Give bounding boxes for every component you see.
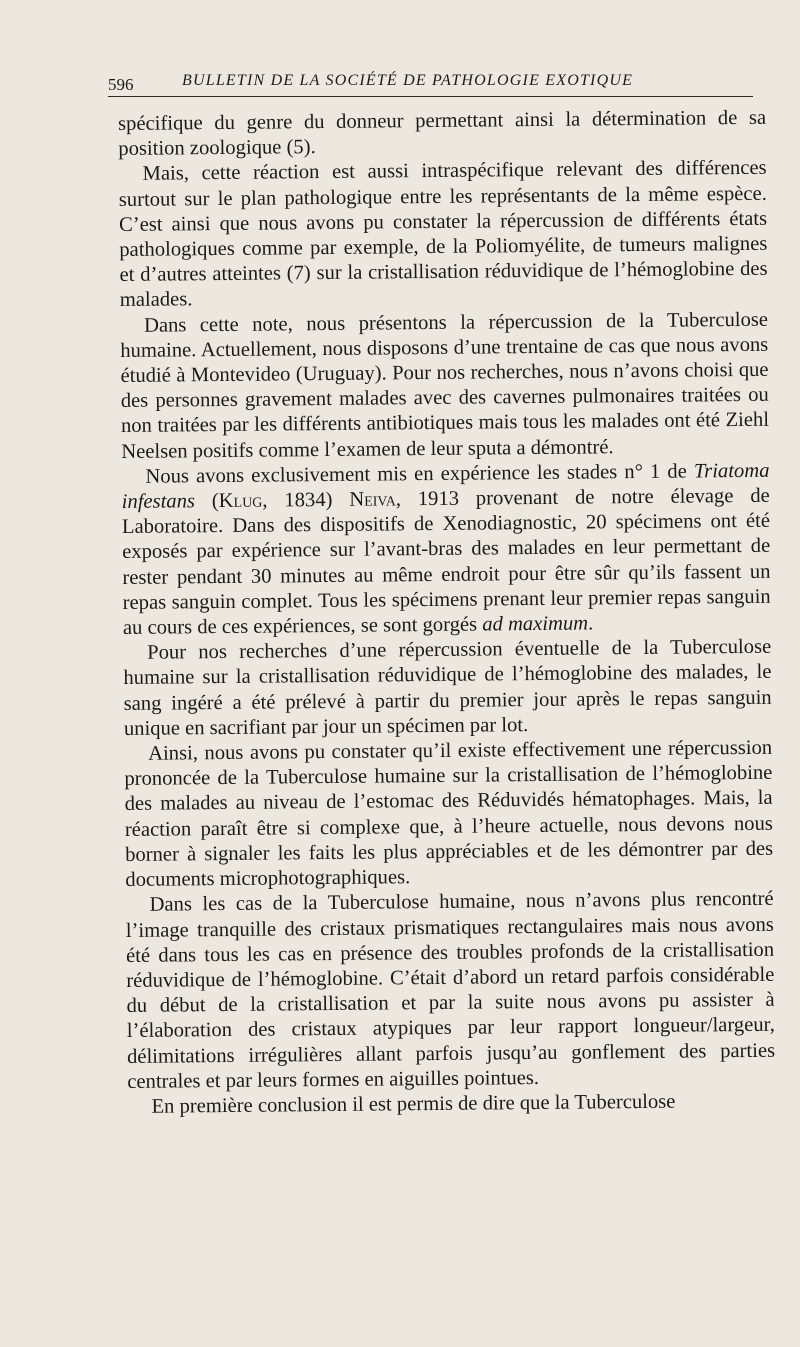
paragraph-3: Dans cette note, nous présentons la répercussion de la Tuberculose humaine. Actuellement, nous disposons d’une trentaine de cas que nous avons étudié à Montevideo (Uruguay). Pour nos recherches, nous n’avons choisi que des personnes gravement malades avec des cavernes pulmonaires traitées ou non traitées par les différents antibiotiques mais tous les malades ont été Ziehl Neelsen positifs comme l’examen de leur sputa a démontré. — [120, 308, 770, 463]
paragraph-1: spécifique du genre du donneur permettant ainsi la détermination de sa position zoologique (5). — [118, 106, 767, 161]
running-header — [108, 70, 753, 97]
paragraph-4 — [121, 459, 771, 642]
species-name: Triatoma infestans — [121, 459, 770, 514]
paragraph-6: Ainsi, nous avons pu constater qu’il existe effectivement une répercussion prononcée de la Tuberculose humaine sur la cristallisation de l’hémoglobine des malades au niveau de l’estomac des Réduvidés hématophages. Mais, la réaction paraît être si complexe que, à l’heure actuelle, nous devons nous borner à signaler les faits les plus appréciables et de les démontrer par des documents microphotographiques. — [124, 736, 774, 892]
latin-phrase: ad maximum — [482, 612, 589, 636]
paragraph-4-text-d: , 1913 provenant de notre élevage de Laboratoire. Dans des dispositifs de Xenodiagnostic, 20 spécimens ont été exposés par expérience sur l’avant-bras des malades en leur permettant de rester pendant 30 minutes au même endroit pour être sûr qu’ils fassent un repas sanguin complet. Tous les spécimens prenant leur premier repas sanguin au cours de ces expériences, se sont gorgés — [121, 484, 771, 640]
paragraph-4-text-e: . — [587, 612, 594, 635]
journal-title: BULLETIN DE LA SOCIÉTÉ DE PATHOLOGIE EXOTIQUE — [182, 72, 634, 89]
paragraph-4-text-a: Nous avons exclusivement mis en expérience les stades n° 1 de — [145, 460, 687, 488]
article-body — [118, 106, 776, 1120]
paragraph-7: Dans les cas de la Tuberculose humaine, nous n’avons plus rencontré l’image tranquille des cristaux prismatiques rectangulaires mais nous avons été dans tous les cas en présence des troubles profonds de la cristallisation réduvidique de l’hémoglobine. C’était d’abord un retard parfois considérable du début de la cristallisation et par la suite nous avons pu assister à l’élaboration des cristaux atypiques par leur rapport longueur/largeur, délimitations irrégulières allant parfois jusqu’au gonflement des parties centrales et par leurs formes en aiguilles pointues. — [125, 888, 776, 1093]
paragraph-8: En première conclusion il est permis de dire que la Tuberculose — [151, 1090, 676, 1118]
paragraph-5: Pour nos recherches d’une répercussion éventuelle de la Tuberculose humaine sur la cristallisation réduvidique de l’hémoglobine des malades, le sang ingéré a été prélevé à partir du premier jour après le repas sanguin unique en sacrifiant par jour un spécimen par lot. — [123, 636, 772, 740]
page-number: 596 — [108, 75, 134, 94]
paragraph-4-text-b: ( — [194, 490, 219, 513]
author-neiva: Neiva — [349, 488, 396, 511]
paragraph-4-text-c: , 1834) — [262, 488, 350, 512]
paragraph-2: Mais, cette réaction est aussi intraspécifique relevant des différences surtout sur le plan pathologique entre les représentants de la même espèce. C’est ainsi que nous avons pu constater la répercussion de différents états pathologiques comme par exemple, de la Poliomyélite, de tumeurs malignes et d’autres atteintes (7) sur la cristallisation réduvidique de l’hémoglobine des malades. — [118, 157, 768, 312]
author-klug: Klug — [218, 489, 263, 513]
